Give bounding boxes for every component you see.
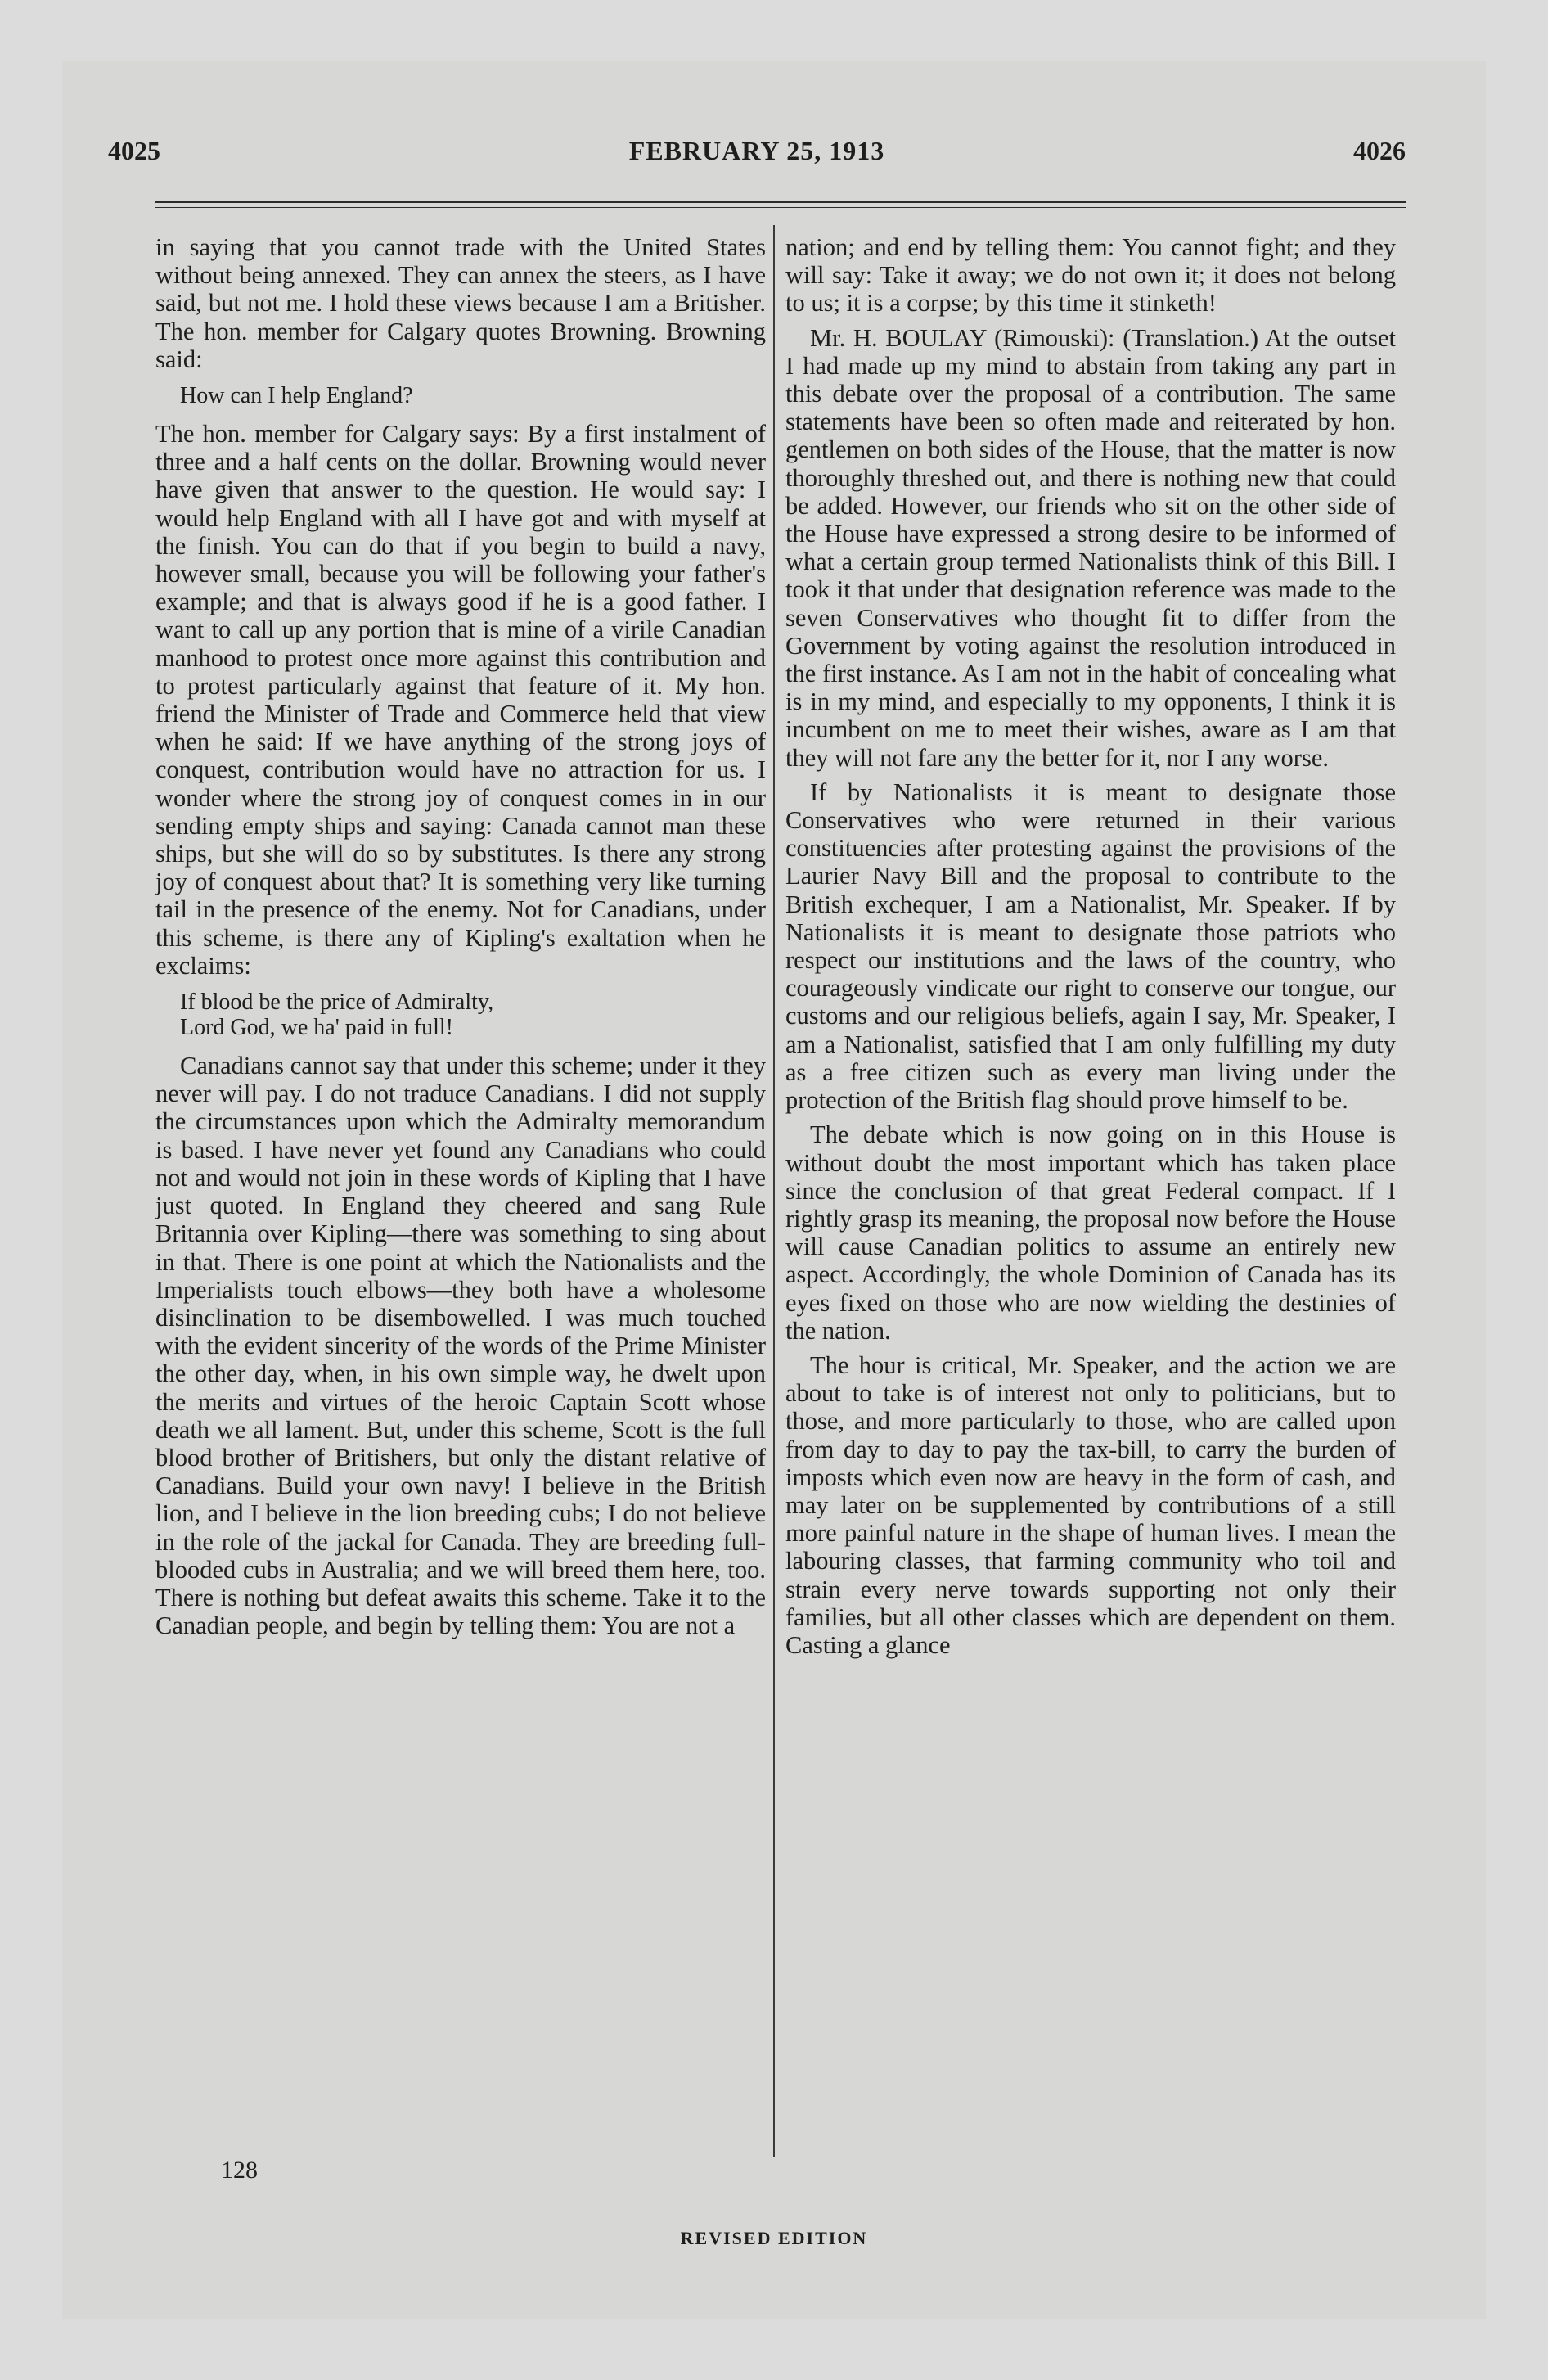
paragraph: Canadians cannot say that under this scheme; under it they never will pay. I do not traduce Canadians. I did not supply the circumstances upon which the Admiralty memorandum is based. I have never yet found any Canadians who could not and would not join in these words of Kipling that I have just quoted. In England they cheered and sang Rule Britannia over Kipling—there was something to sing about in that. There is one point at which the Nationalists and the Imperialists touch elbows—they both have a wholesome disinclination to be disembowelled. I was much touched with the evident sincerity of the words of the Prime Minister the other day, when, in his own simple way, he dwelt upon the merits and virtues of the heroic Captain Scott whose death we all lament. But, under this scheme, Scott is the full blood brother of Britishers, but only the distant relative of Canadians. Build your own navy! I believe in the British lion, and I believe in the lion breeding cubs; I do not believe in the role of the jackal for Canada. They are breeding full-blooded cubs in Australia; and we will breed them here, too. There is nothing but defeat awaits this scheme. Take it to the Canadian people, and begin by telling them: You are not a — [155, 1052, 766, 1640]
header-rule-thick — [155, 201, 1406, 203]
paragraph: The hon. member for Calgary says: By a first instalment of three and a half cents on the dollar. Browning would never have given that answer to the question. He would say: I would help England with all I have got and with myself at the finish. You can do that if you begin to build a navy, however small, because you will be following your father's example; and that is always good if he is a good father. I want to call up any portion that is mine of a virile Canadian manhood to protest once more against this contribution and to protest particularly against that feature of it. My hon. friend the Minister of Trade and Commerce held that view when he said: If we have anything of the strong joys of conquest, contribution would have no attraction for us. I wonder where the strong joy of conquest comes in in our sending empty ships and saying: Canada cannot man these ships, but she will do so by substitutes. Is there any strong joy of conquest about that? It is something very like turning tail in the presence of the enemy. Not for Canadians, under this scheme, is there any of Kipling's exaltation when he exclaims: — [155, 420, 766, 980]
paragraph: If by Nationalists it is meant to designate those Conservatives who were returned in their various constituencies after protesting against the provisions of the Laurier Navy Bill and the proposal to contribute to the British exchequer, I am a Nationalist, Mr. Speaker. If by Nationalists it is meant to designate those patriots who respect our institutions and the laws of the country, who courageously vindicate our right to conserve our tongue, our customs and our religious beliefs, again I say, Mr. Speaker, I am a Nationalist, satisfied that I am only fulfilling my duty as a free citizen such as every man living under the protection of the British flag should prove himself to be. — [785, 778, 1396, 1115]
header-rule-thin — [155, 207, 1406, 208]
paragraph: in saying that you cannot trade with the United States without being annexed. They can annex the steers, as I have said, but not me. I hold these views because I am a Britisher. The hon. member for Calgary quotes Browning. Browning said: — [155, 233, 766, 373]
verse-quote: How can I help England? — [180, 383, 413, 409]
left-column — [155, 233, 766, 2148]
paragraph: nation; and end by telling them: You cannot fight; and they will say: Take it away; we do not own it; it does not belong to us; it is a corpse; by this time it stinketh! — [785, 233, 1396, 318]
paragraph: The debate which is now going on in this House is without doubt the most important which has taken place since the conclusion of that great Federal compact. If I rightly grasp its meaning, the proposal now before the House will cause Canadian politics to assume an entirely new aspect. Accordingly, the whole Dominion of Canada has its eyes fixed on those who are now wielding the destinies of the nation. — [785, 1120, 1396, 1345]
footer-edition: REVISED EDITION — [680, 2228, 868, 2248]
page-number-right: 4026 — [1353, 136, 1406, 165]
page-number-left: 4025 — [108, 136, 160, 165]
column-divider — [773, 225, 775, 2157]
paragraph: Mr. H. BOULAY (Rimouski): (Translation.) At the outset I had made up my mind to abstain from taking any part in this debate over the proposal of a contribution. The same statements have been so often made and reiterated by hon. gentlemen on both sides of the House, that the matter is now thoroughly threshed out, and there is nothing new that could be added. However, our friends who sit on the other side of the House have expressed a strong desire to be informed of what a certain group termed Nationalists think of this Bill. I took it that under that designation reference was made to the seven Conservatives who thought fit to differ from the Government by voting against the resolution introduced in the first instance. As I am not in the habit of concealing what is in my mind, and especially to my opponents, I think it is incumbent on me to meet their wishes, aware as I am that they will not fare any the better for it, nor I any worse. — [785, 323, 1396, 772]
paragraph: The hour is critical, Mr. Speaker, and the action we are about to take is of interest not only to politicians, but to those, and more particularly to those, who are called upon from day to day to pay the tax-bill, to carry the burden of imposts which even now are heavy in the form of cash, and may later on be supplemented by contributions of a still more painful nature in the shape of human lives. I mean the labouring classes, that farming community who toil and strain every nerve towards supporting not only their families, but all other classes which are dependent on them. Casting a glance — [785, 1350, 1396, 1659]
verse-quote: If blood be the price of Admiralty, Lord God, we ha' paid in full! — [180, 989, 494, 1041]
right-column — [785, 233, 1396, 2148]
page-header — [108, 136, 1406, 177]
sheet-number: 128 — [221, 2157, 258, 2184]
page-date-title: FEBRUARY 25, 1913 — [628, 136, 885, 165]
